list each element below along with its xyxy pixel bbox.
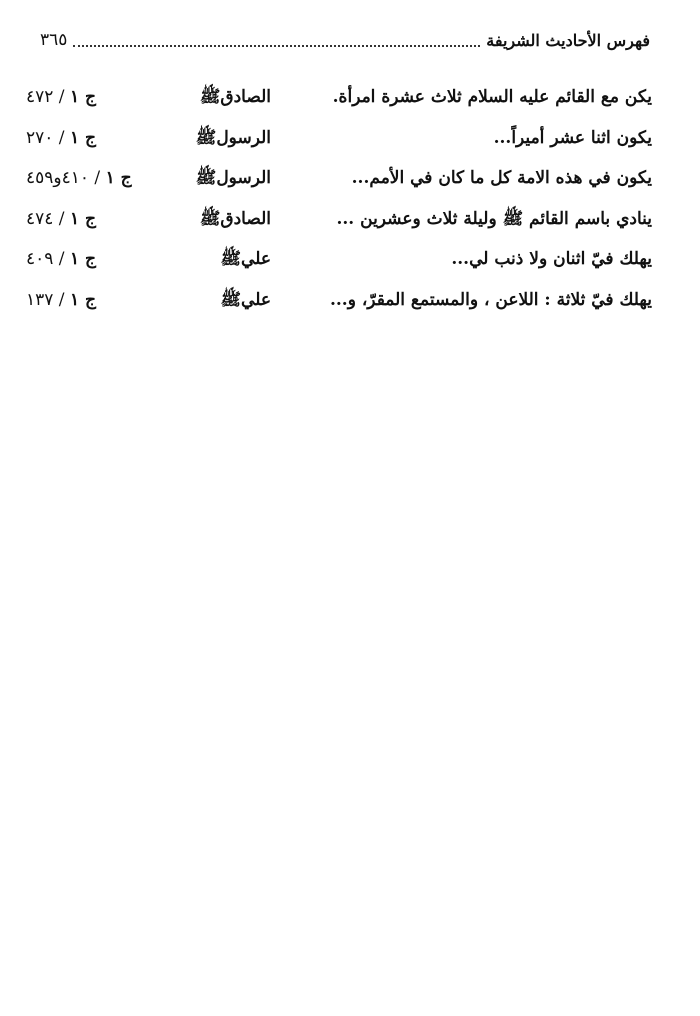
running-header bbox=[40, 26, 650, 54]
hadith-text: يهلك فيّ ثلاثة : اللاعن ، والمستمع المقرّ، و... bbox=[329, 289, 652, 310]
index-entry bbox=[26, 244, 652, 285]
volume-label: ج ١ bbox=[69, 249, 96, 269]
source-reference bbox=[26, 244, 96, 274]
page-ref: / ١٣٧ bbox=[26, 289, 65, 310]
narrator: الصادقﷺ bbox=[199, 208, 271, 229]
narrator: عليﷺ bbox=[220, 289, 271, 310]
source-reference bbox=[26, 285, 96, 315]
hadith-index-list bbox=[26, 82, 652, 325]
page-ref: / ٤٧٤ bbox=[26, 208, 65, 229]
hadith-text: ينادي باسم القائم ﷺ وليلة ثلاث وعشرين ... bbox=[336, 208, 652, 229]
narrator: الرسولﷺ bbox=[195, 127, 271, 148]
index-entry bbox=[26, 163, 652, 204]
hadith-text: يكون في هذه الامة كل ما كان في الأمم... bbox=[351, 168, 652, 188]
header-dot-leader bbox=[73, 43, 480, 47]
source-reference bbox=[26, 82, 96, 112]
index-entry bbox=[26, 204, 652, 245]
index-entry bbox=[26, 285, 652, 326]
hadith-text: يهلك فيّ اثنان ولا ذنب لي... bbox=[451, 249, 652, 269]
hadith-text: يكون اثنا عشر أميراً... bbox=[493, 127, 652, 148]
header-page-number: ٣٦٥ bbox=[40, 30, 68, 50]
volume-label: ج ١ bbox=[69, 208, 96, 229]
volume-label: ج ١ bbox=[69, 289, 96, 310]
index-entry bbox=[26, 123, 652, 164]
narrator: الصادقﷺ bbox=[199, 87, 271, 107]
index-entry bbox=[26, 82, 652, 123]
narrator: عليﷺ bbox=[220, 249, 271, 269]
header-title: فهرس الأحاديث الشريفة bbox=[486, 30, 650, 50]
volume-label: ج ١ bbox=[69, 87, 96, 107]
page-ref: / ٤٧٢ bbox=[26, 87, 65, 107]
volume-label: ج ١ bbox=[105, 168, 132, 188]
narrator: الرسولﷺ bbox=[195, 168, 271, 188]
source-reference bbox=[26, 123, 96, 153]
hadith-text: يكن مع القائم عليه السلام ثلاث عشرة امرأة. bbox=[332, 87, 652, 107]
volume-label: ج ١ bbox=[69, 127, 96, 148]
page-ref: / ٢٧٠ bbox=[26, 127, 65, 148]
page-ref: / ٤٠٩ bbox=[26, 249, 65, 269]
page-ref: / ٤١٠و٤٥٩ bbox=[26, 168, 101, 188]
source-reference bbox=[26, 204, 96, 234]
source-reference bbox=[26, 163, 132, 193]
